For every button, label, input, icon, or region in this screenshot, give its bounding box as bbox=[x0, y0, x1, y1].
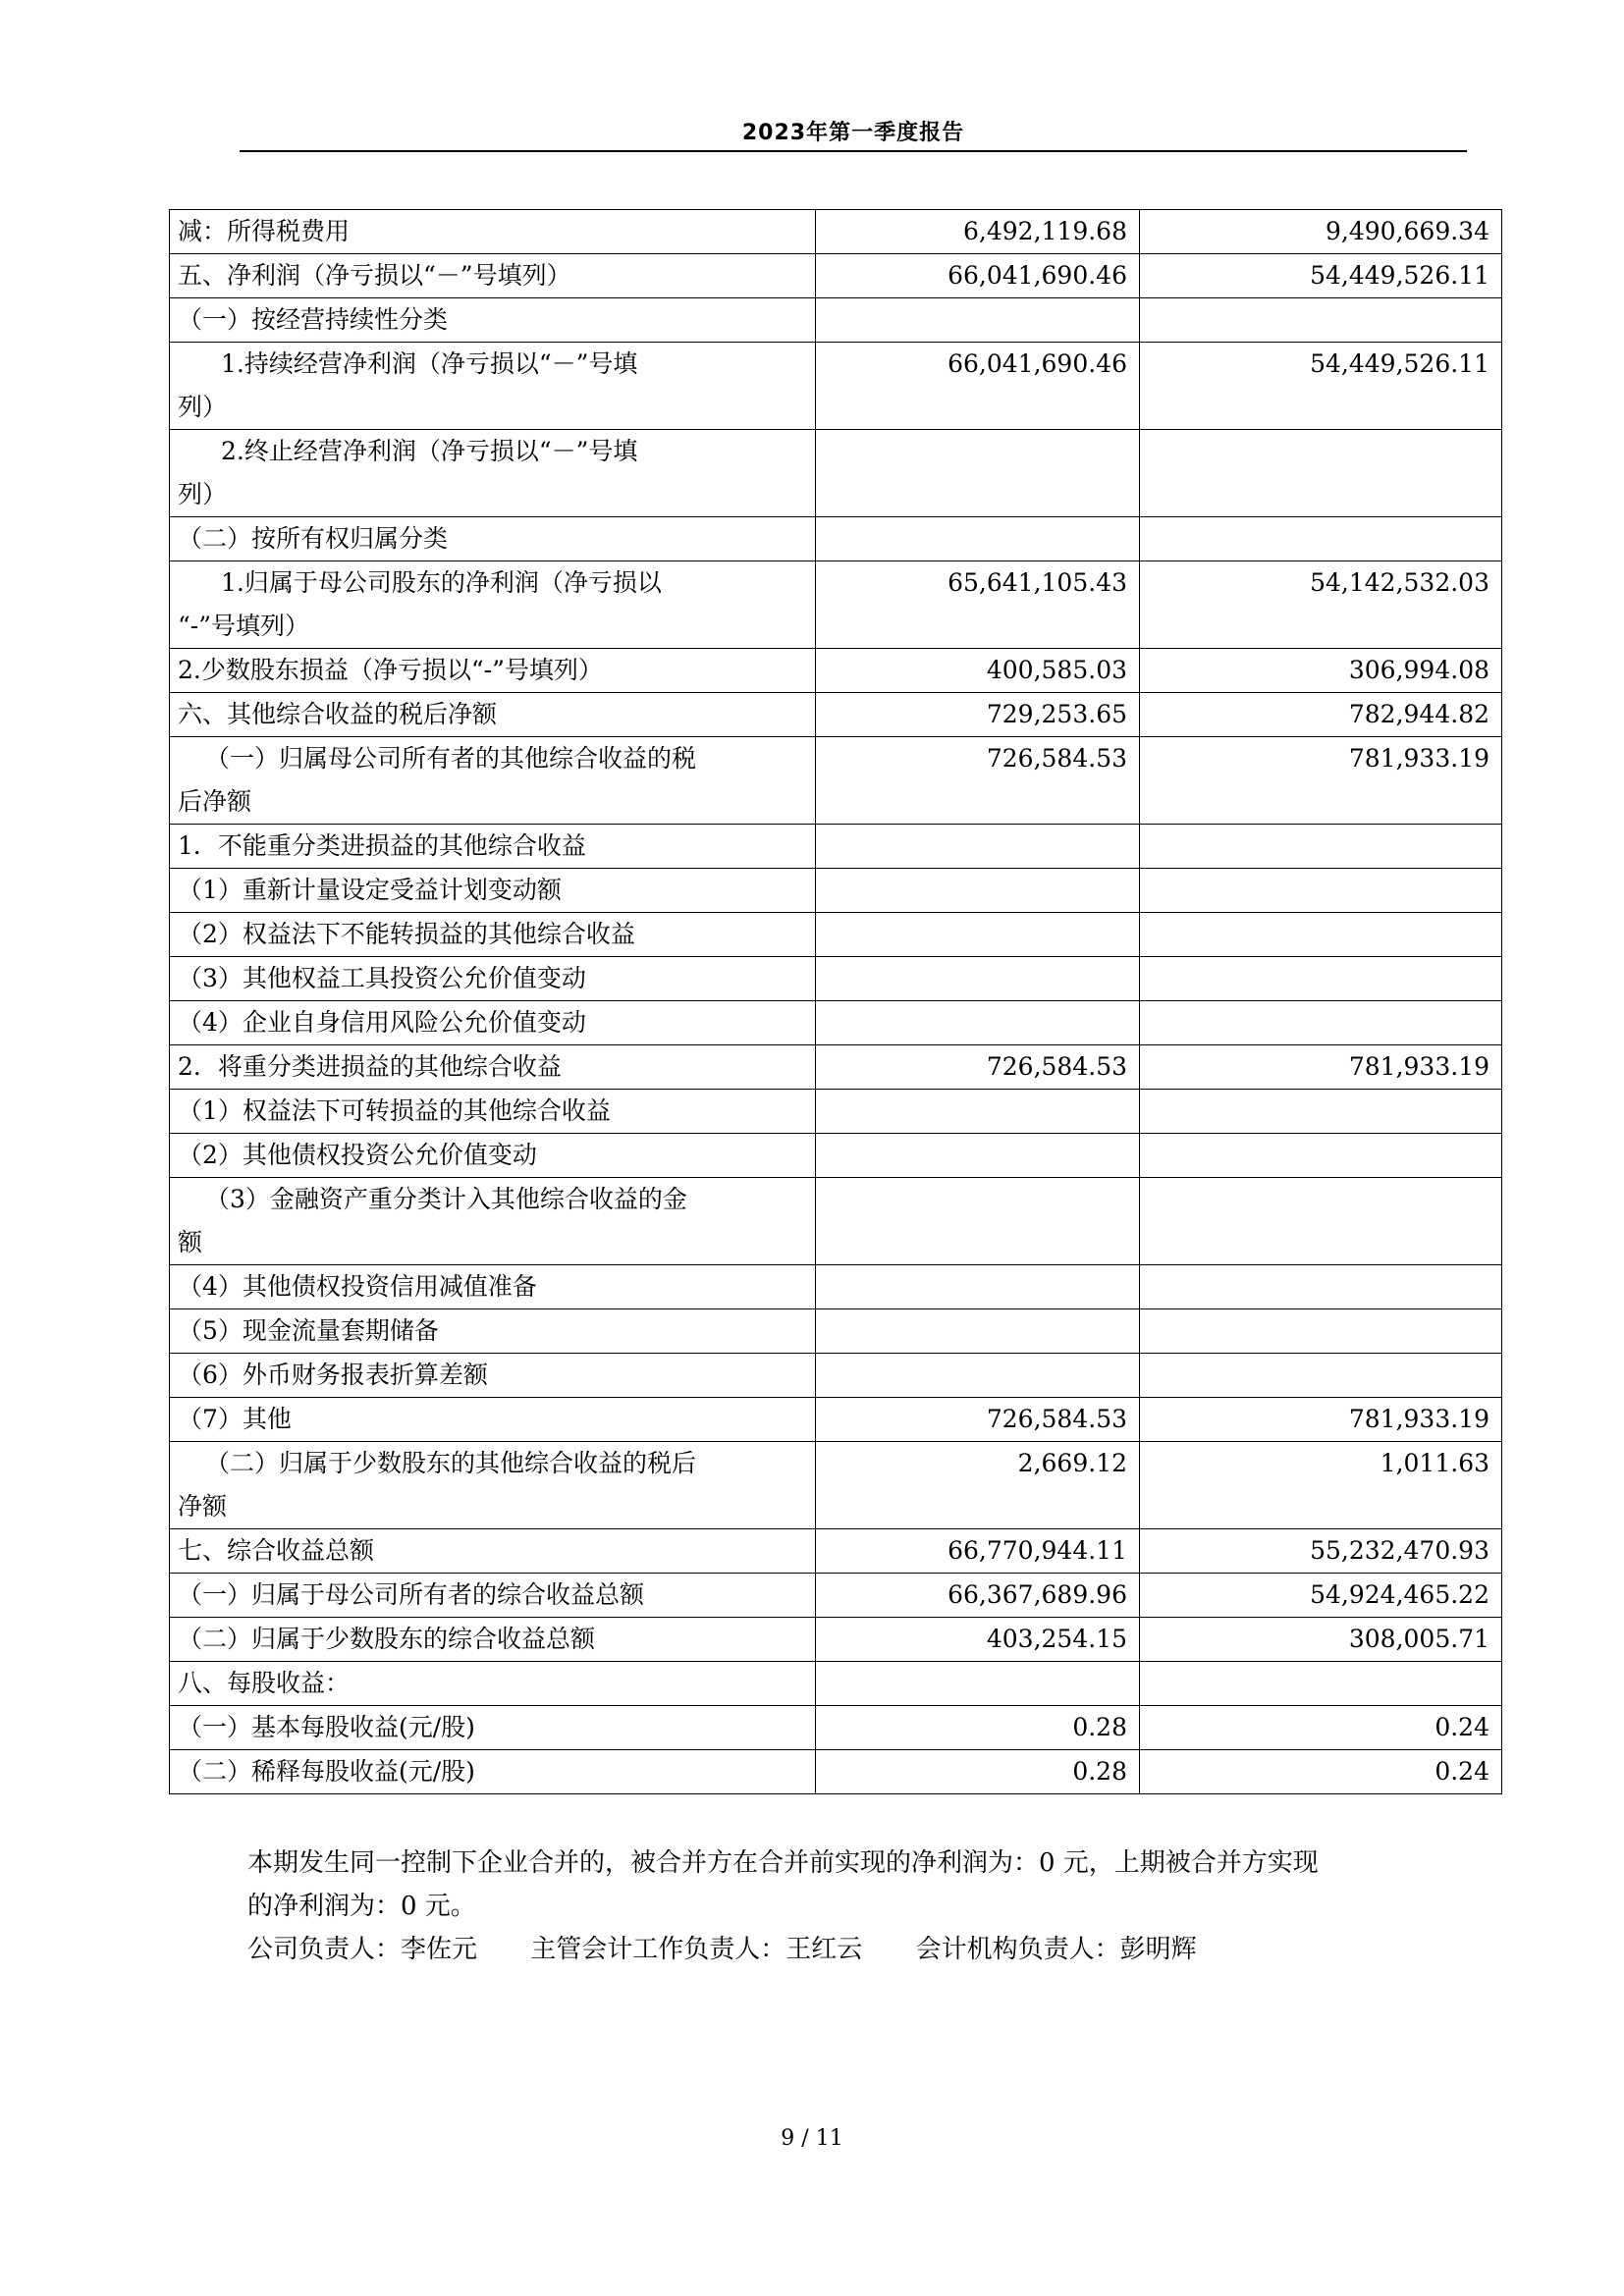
prior-period-value: 306,994.08 bbox=[1140, 649, 1502, 693]
table-row bbox=[170, 1750, 1502, 1794]
current-period-value bbox=[816, 1134, 1140, 1178]
current-period-value bbox=[816, 298, 1140, 343]
table-row bbox=[170, 913, 1502, 957]
row-label: 六、其他综合收益的税后净额 bbox=[170, 693, 816, 737]
current-period-value: 726,584.53 bbox=[816, 1398, 1140, 1442]
prior-period-value: 1,011.63 bbox=[1140, 1442, 1502, 1529]
prior-period-value bbox=[1140, 1178, 1502, 1265]
table-row bbox=[170, 649, 1502, 693]
row-label bbox=[170, 737, 816, 825]
prior-period-value bbox=[1140, 825, 1502, 869]
row-label: 减：所得税费用 bbox=[170, 210, 816, 254]
table-row bbox=[170, 1574, 1502, 1618]
merger-note-line-1: 本期发生同一控制下企业合并的，被合并方在合并前实现的净利润为：0 元，上期被合并方实现 bbox=[247, 1848, 1319, 1878]
row-label: （二）稀释每股收益(元/股) bbox=[170, 1750, 816, 1794]
current-period-value: 0.28 bbox=[816, 1750, 1140, 1794]
current-period-value bbox=[816, 825, 1140, 869]
row-label-line-2: 列） bbox=[178, 480, 228, 508]
current-period-value: 726,584.53 bbox=[816, 737, 1140, 825]
prior-period-value bbox=[1140, 1001, 1502, 1045]
table-row bbox=[170, 825, 1502, 869]
prior-period-value bbox=[1140, 1662, 1502, 1706]
current-period-value: 400,585.03 bbox=[816, 649, 1140, 693]
current-period-value: 0.28 bbox=[816, 1706, 1140, 1750]
prior-period-value bbox=[1140, 869, 1502, 913]
prior-period-value: 308,005.71 bbox=[1140, 1618, 1502, 1662]
prior-period-value: 54,142,532.03 bbox=[1140, 561, 1502, 649]
current-period-value bbox=[816, 1309, 1140, 1354]
table-row bbox=[170, 254, 1502, 298]
prior-period-value bbox=[1140, 1354, 1502, 1398]
row-label bbox=[170, 1442, 816, 1529]
prior-period-value: 781,933.19 bbox=[1140, 737, 1502, 825]
current-period-value: 403,254.15 bbox=[816, 1618, 1140, 1662]
current-period-value bbox=[816, 1178, 1140, 1265]
table-row bbox=[170, 210, 1502, 254]
table-row bbox=[170, 1090, 1502, 1134]
row-label-line-2: 净额 bbox=[178, 1492, 228, 1521]
current-period-value bbox=[816, 430, 1140, 517]
table-row bbox=[170, 957, 1502, 1001]
prior-period-value bbox=[1140, 517, 1502, 561]
prior-period-value: 781,933.19 bbox=[1140, 1045, 1502, 1090]
signatories bbox=[247, 1928, 1475, 1971]
current-period-value bbox=[816, 1001, 1140, 1045]
table-row bbox=[170, 1706, 1502, 1750]
table-row bbox=[170, 1442, 1502, 1529]
current-period-value bbox=[816, 869, 1140, 913]
table-row bbox=[170, 869, 1502, 913]
table-row bbox=[170, 1178, 1502, 1265]
table-row bbox=[170, 1529, 1502, 1574]
current-period-value bbox=[816, 1354, 1140, 1398]
prior-period-value bbox=[1140, 957, 1502, 1001]
row-label bbox=[170, 561, 816, 649]
current-period-value bbox=[816, 913, 1140, 957]
row-label-line-1: 1.持续经营净利润（净亏损以“－”号填 bbox=[221, 349, 638, 378]
row-label: （5）现金流量套期储备 bbox=[170, 1309, 816, 1354]
row-label: （二）归属于少数股东的综合收益总额 bbox=[170, 1618, 816, 1662]
prior-period-value: 0.24 bbox=[1140, 1706, 1502, 1750]
row-label-line-1: （一）归属母公司所有者的其他综合收益的税 bbox=[205, 744, 697, 773]
row-label-line-2: 额 bbox=[178, 1228, 203, 1256]
current-period-value bbox=[816, 957, 1140, 1001]
row-label: 2．将重分类进损益的其他综合收益 bbox=[170, 1045, 816, 1090]
prior-period-value: 0.24 bbox=[1140, 1750, 1502, 1794]
prior-period-value: 54,449,526.11 bbox=[1140, 343, 1502, 430]
row-label: （1）重新计量设定受益计划变动额 bbox=[170, 869, 816, 913]
row-label-line-1: （二）归属于少数股东的其他综合收益的税后 bbox=[205, 1449, 697, 1477]
row-label: （二）按所有权归属分类 bbox=[170, 517, 816, 561]
current-period-value: 65,641,105.43 bbox=[816, 561, 1140, 649]
row-label bbox=[170, 1178, 816, 1265]
row-label: 五、净利润（净亏损以“－”号填列） bbox=[170, 254, 816, 298]
table-row bbox=[170, 1045, 1502, 1090]
table-row bbox=[170, 1354, 1502, 1398]
row-label: （一）归属于母公司所有者的综合收益总额 bbox=[170, 1574, 816, 1618]
row-label-line-1: 1.归属于母公司股东的净利润（净亏损以 bbox=[221, 568, 662, 597]
header-divider bbox=[240, 150, 1467, 152]
prior-period-value bbox=[1140, 298, 1502, 343]
table-row bbox=[170, 343, 1502, 430]
row-label: （4）其他债权投资信用减值准备 bbox=[170, 1265, 816, 1309]
footnotes bbox=[247, 1842, 1475, 1971]
row-label: 七、综合收益总额 bbox=[170, 1529, 816, 1574]
row-label: （2）权益法下不能转损益的其他综合收益 bbox=[170, 913, 816, 957]
table-row bbox=[170, 298, 1502, 343]
row-label: （4）企业自身信用风险公允价值变动 bbox=[170, 1001, 816, 1045]
row-label-line-1: （3）金融资产重分类计入其他综合收益的金 bbox=[205, 1185, 687, 1213]
accounting-head: 主管会计工作负责人：王红云 bbox=[530, 1935, 863, 1964]
row-label-line-2: 后净额 bbox=[178, 787, 252, 816]
row-label bbox=[170, 343, 816, 430]
prior-period-value bbox=[1140, 913, 1502, 957]
accounting-dept-head: 会计机构负责人：彭明辉 bbox=[915, 1935, 1197, 1964]
prior-period-value: 54,449,526.11 bbox=[1140, 254, 1502, 298]
current-period-value: 66,367,689.96 bbox=[816, 1574, 1140, 1618]
row-label: （一）按经营持续性分类 bbox=[170, 298, 816, 343]
row-label: （3）其他权益工具投资公允价值变动 bbox=[170, 957, 816, 1001]
prior-period-value: 9,490,669.34 bbox=[1140, 210, 1502, 254]
row-label: 2.少数股东损益（净亏损以“-”号填列） bbox=[170, 649, 816, 693]
current-period-value: 729,253.65 bbox=[816, 693, 1140, 737]
table-row bbox=[170, 561, 1502, 649]
current-period-value: 66,041,690.46 bbox=[816, 254, 1140, 298]
row-label: （1）权益法下可转损益的其他综合收益 bbox=[170, 1090, 816, 1134]
current-period-value: 726,584.53 bbox=[816, 1045, 1140, 1090]
merger-note-line-2: 的净利润为：0 元。 bbox=[247, 1892, 476, 1921]
row-label bbox=[170, 430, 816, 517]
current-period-value bbox=[816, 1265, 1140, 1309]
row-label: 八、每股收益： bbox=[170, 1662, 816, 1706]
row-label-line-1: 2.终止经营净利润（净亏损以“－”号填 bbox=[221, 437, 638, 465]
current-period-value bbox=[816, 1662, 1140, 1706]
current-period-value: 66,041,690.46 bbox=[816, 343, 1140, 430]
prior-period-value bbox=[1140, 1090, 1502, 1134]
current-period-value bbox=[816, 1090, 1140, 1134]
prior-period-value bbox=[1140, 1309, 1502, 1354]
prior-period-value: 781,933.19 bbox=[1140, 1398, 1502, 1442]
row-label-line-2: 列） bbox=[178, 393, 228, 421]
row-label: （6）外币财务报表折算差额 bbox=[170, 1354, 816, 1398]
row-label: （7）其他 bbox=[170, 1398, 816, 1442]
current-period-value: 66,770,944.11 bbox=[816, 1529, 1140, 1574]
current-period-value: 6,492,119.68 bbox=[816, 210, 1140, 254]
table-row bbox=[170, 517, 1502, 561]
current-period-value: 2,669.12 bbox=[816, 1442, 1140, 1529]
prior-period-value bbox=[1140, 1265, 1502, 1309]
row-label: （一）基本每股收益(元/股) bbox=[170, 1706, 816, 1750]
table-row bbox=[170, 1001, 1502, 1045]
prior-period-value bbox=[1140, 1134, 1502, 1178]
table-row bbox=[170, 1662, 1502, 1706]
table-row bbox=[170, 1398, 1502, 1442]
table-row bbox=[170, 1134, 1502, 1178]
table-row bbox=[170, 737, 1502, 825]
prior-period-value: 55,232,470.93 bbox=[1140, 1529, 1502, 1574]
table-row bbox=[170, 1265, 1502, 1309]
page-number: 9 / 11 bbox=[781, 2126, 843, 2151]
row-label: 1．不能重分类进损益的其他综合收益 bbox=[170, 825, 816, 869]
prior-period-value bbox=[1140, 430, 1502, 517]
prior-period-value: 782,944.82 bbox=[1140, 693, 1502, 737]
income-statement-table bbox=[169, 209, 1502, 1794]
table-row bbox=[170, 693, 1502, 737]
current-period-value bbox=[816, 517, 1140, 561]
company-head: 公司负责人：李佐元 bbox=[247, 1935, 478, 1964]
row-label-line-2: “-”号填列） bbox=[178, 612, 310, 640]
prior-period-value: 54,924,465.22 bbox=[1140, 1574, 1502, 1618]
table-row bbox=[170, 430, 1502, 517]
row-label: （2）其他债权投资公允价值变动 bbox=[170, 1134, 816, 1178]
table-row bbox=[170, 1309, 1502, 1354]
report-header-title: 2023年第一季度报告 bbox=[741, 121, 965, 145]
table-row bbox=[170, 1618, 1502, 1662]
